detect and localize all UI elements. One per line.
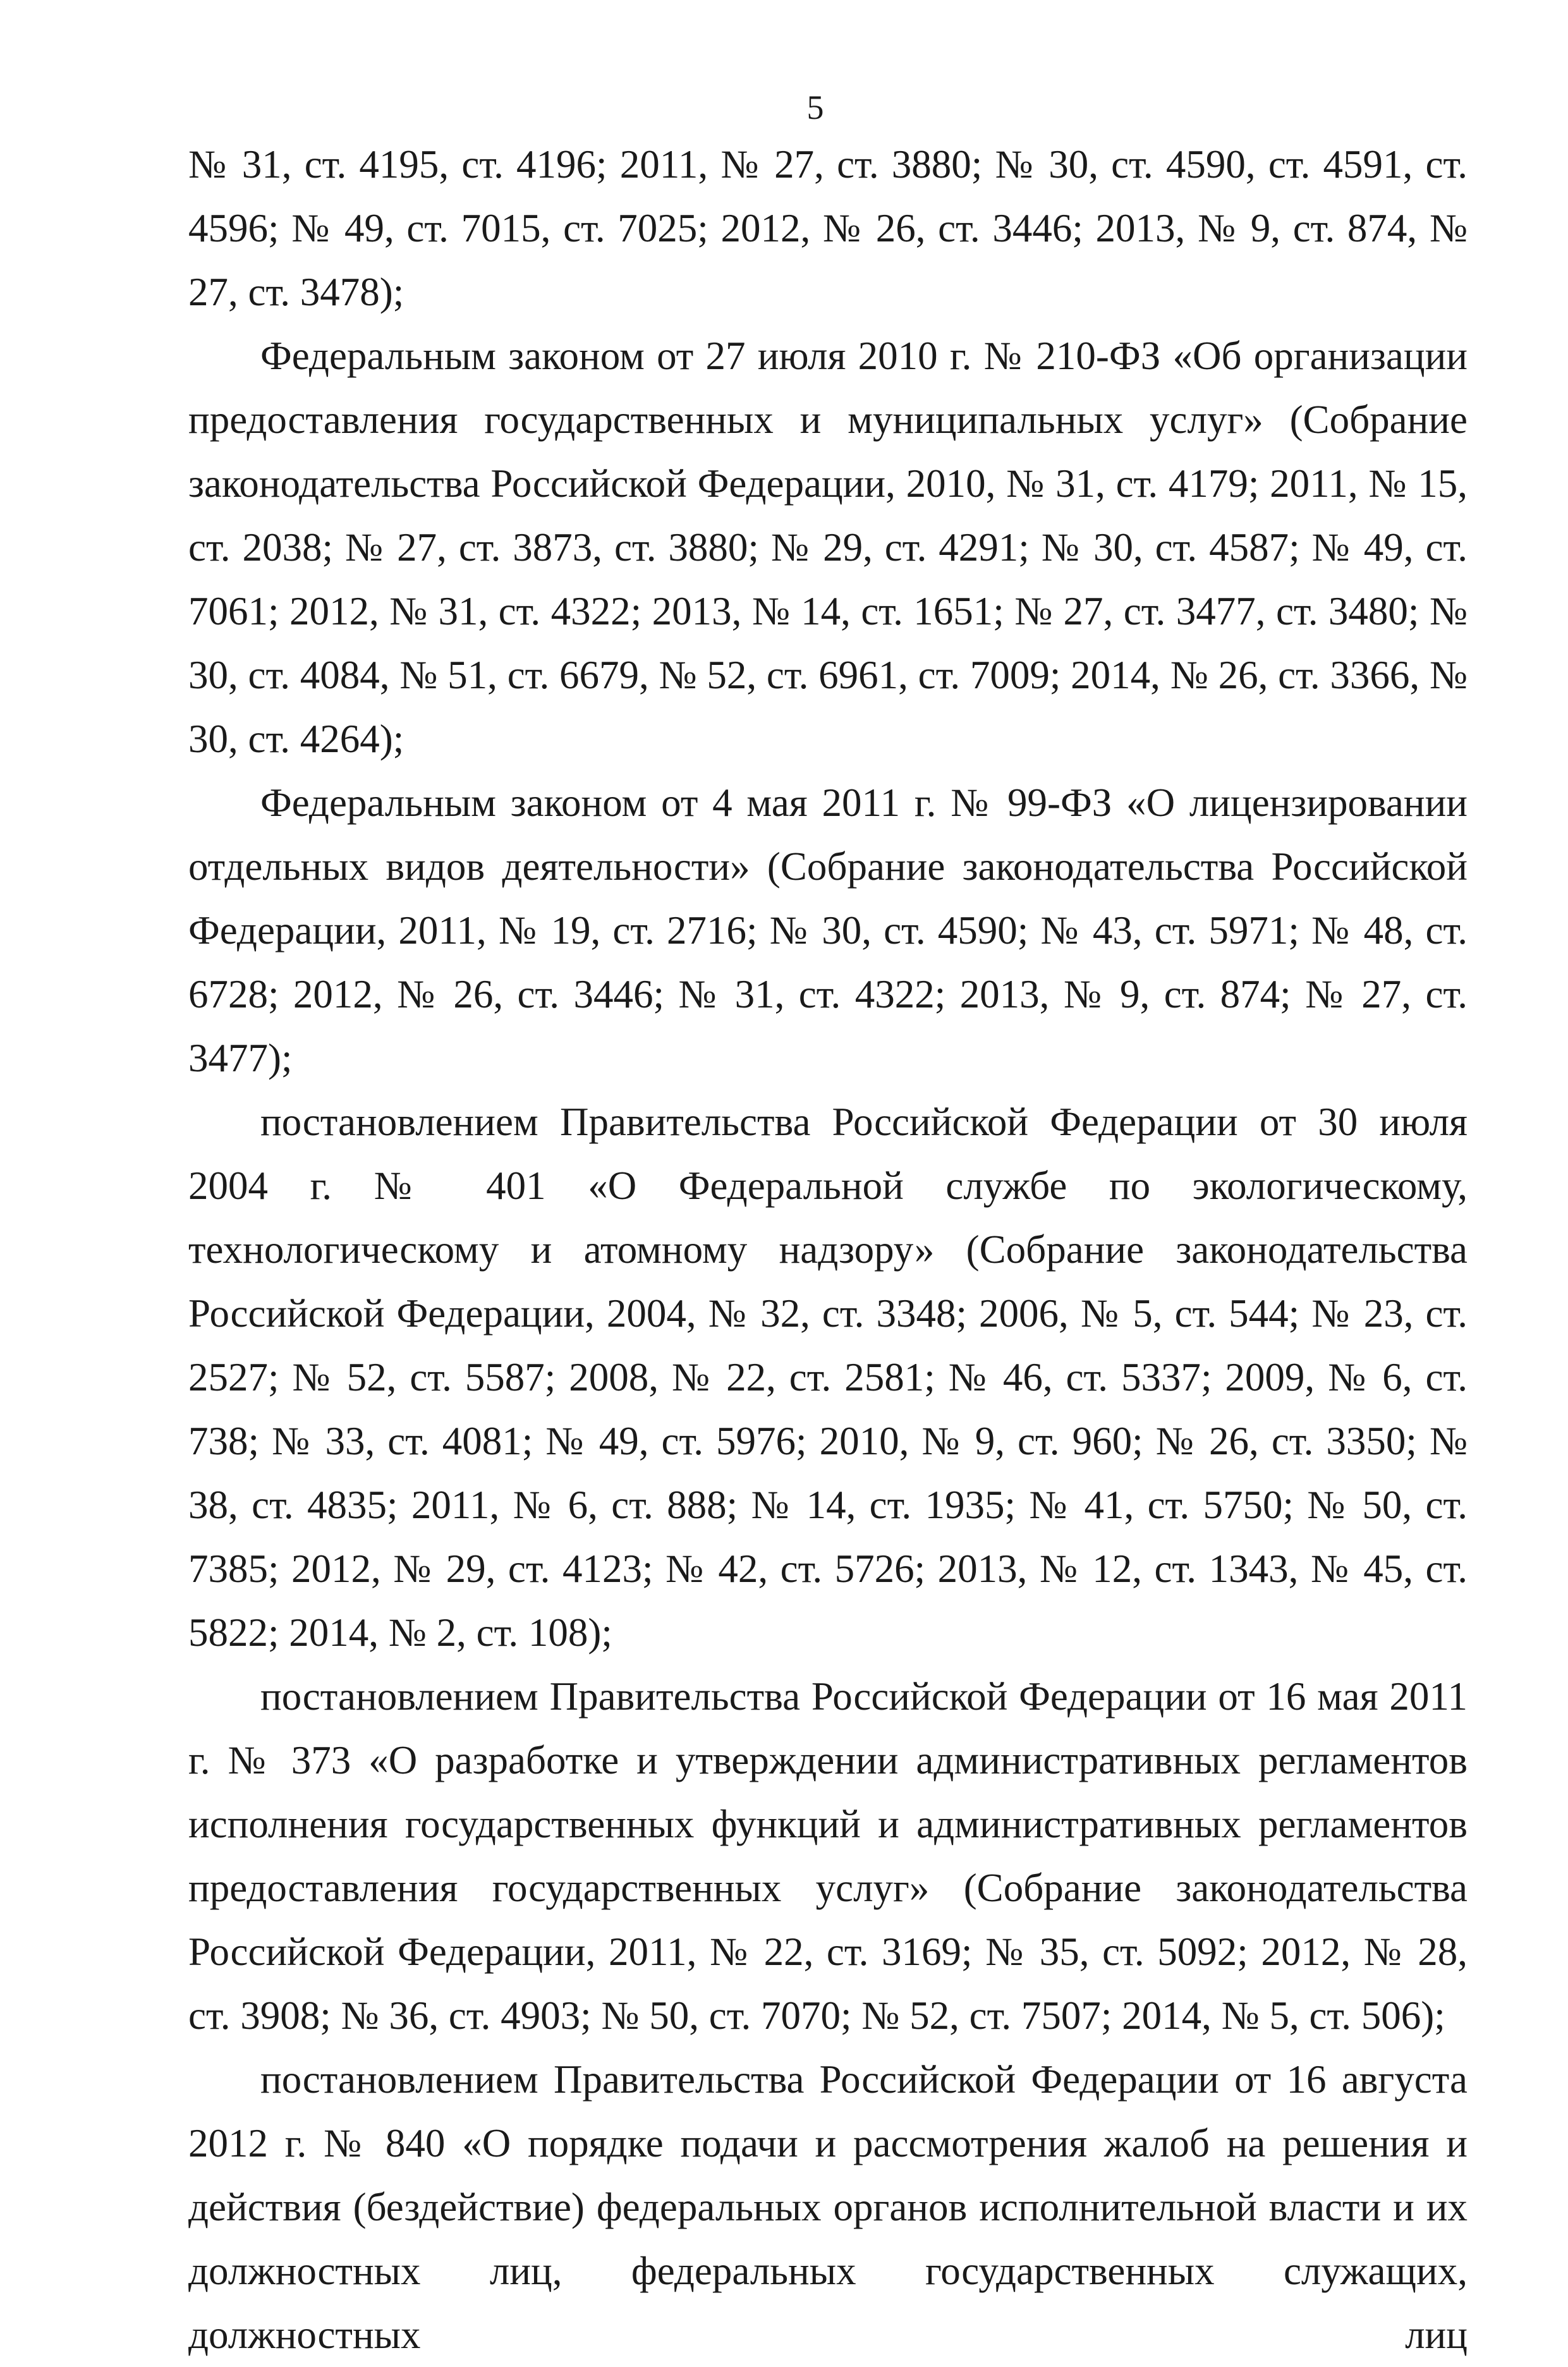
body-text <box>188 133 1468 2367</box>
paragraph-federal-law-99: Федеральным законом от 4 мая 2011 г. № 99-ФЗ «О лицензировании отдельных видов деятельности» (Собрание законодательства Российской Федерации, 2011, № 19, ст. 2716; № 30, ст. 4590; № 43, ст. 5971; № 48, ст. 6728; 2012, № 26, ст. 3446; № 31, ст. 4322; 2013, № 9, ст. 874; № 27, ст. 3477); <box>188 781 1468 1080</box>
paragraph-resolution-401: постановлением Правительства Российской Федерации от 30 июля 2004 г. № 401 «О Федеральной службе по экологическому, технологическому и атомному надзору» (Собрание законодательства Российской Федерации, 2004, № 32, ст. 3348; 2006, № 5, ст. 544; № 23, ст. 2527; № 52, ст. 5587; 2008, № 22, ст. 2581; № 46, ст. 5337; 2009, № 6, ст. 738; № 33, ст. 4081; № 49, ст. 5976; 2010, № 9, ст. 960; № 26, ст. 3350; № 38, ст. 4835; 2011, № 6, ст. 888; № 14, ст. 1935; № 41, ст. 5750; № 50, ст. 7385; 2012, № 29, ст. 4123; № 42, ст. 5726; 2013, № 12, ст. 1343, № 45, ст. 5822; 2014, № 2, ст. 108); <box>188 1100 1468 1655</box>
paragraph-continuation: № 31, ст. 4195, ст. 4196; 2011, № 27, ст. 3880; № 30, ст. 4590, ст. 4591, ст. 4596; № 49, ст. 7015, ст. 7025; 2012, № 26, ст. 3446; 2013, № 9, ст. 874, № 27, ст. 3478); <box>188 142 1468 314</box>
paragraph-federal-law-210: Федеральным законом от 27 июля 2010 г. № 210-ФЗ «Об организации предоставления государственных и муниципальных услуг» (Собрание законодательства Российской Федерации, 2010, № 31, ст. 4179; 2011, № 15, ст. 2038; № 27, ст. 3873, ст. 3880; № 29, ст. 4291; № 30, ст. 4587; № 49, ст. 7061; 2012, № 31, ст. 4322; 2013, № 14, ст. 1651; № 27, ст. 3477, ст. 3480; № 30, ст. 4084, № 51, ст. 6679, № 52, ст. 6961, ст. 7009; 2014, № 26, ст. 3366, № 30, ст. 4264); <box>188 334 1468 761</box>
paragraph-resolution-840: постановлением Правительства Российской Федерации от 16 августа 2012 г. № 840 «О порядке подачи и рассмотрения жалоб на решения и действия (бездействие) федеральных органов исполнительной власти и их должностных лиц, федеральных государственных служащих, должностных лиц <box>188 2057 1468 2357</box>
page-number: 5 <box>806 88 824 126</box>
paragraph-resolution-373: постановлением Правительства Российской Федерации от 16 мая 2011 г. № 373 «О разработке и утверждении административных регламентов исполнения государственных функций и административных регламентов предоставления государственных услуг» (Собрание законодательства Российской Федерации, 2011, № 22, ст. 3169; № 35, ст. 5092; 2012, № 28, ст. 3908; № 36, ст. 4903; № 50, ст. 7070; № 52, ст. 7507; 2014, № 5, ст. 506); <box>188 1674 1468 2038</box>
